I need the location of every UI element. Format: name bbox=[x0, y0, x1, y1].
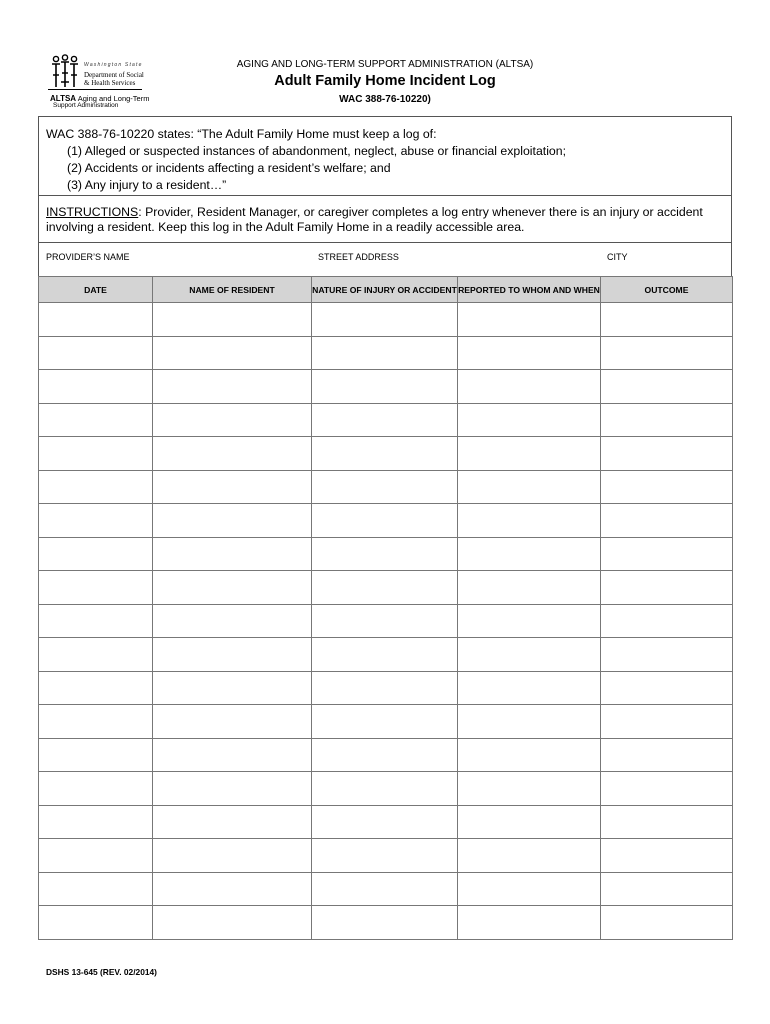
table-row bbox=[39, 604, 733, 638]
table-row bbox=[39, 470, 733, 504]
table-row bbox=[39, 872, 733, 906]
cell-reported-to[interactable] bbox=[458, 571, 601, 605]
cell-nature-of-injury[interactable] bbox=[312, 370, 458, 404]
cell-nature-of-injury[interactable] bbox=[312, 671, 458, 705]
wac-quote-item: (2) Accidents or incidents affecting a resident’s welfare; and bbox=[67, 161, 391, 175]
wac-quote-item: (1) Alleged or suspected instances of abandonment, neglect, abuse or financial exploitation; bbox=[67, 144, 567, 158]
cell-name-of-resident[interactable] bbox=[153, 470, 312, 504]
table-row bbox=[39, 671, 733, 705]
cell-nature-of-injury[interactable] bbox=[312, 772, 458, 806]
table-row bbox=[39, 805, 733, 839]
cell-name-of-resident[interactable] bbox=[153, 604, 312, 638]
column-header-outcome: OUTCOME bbox=[601, 277, 733, 303]
agency-name: AGING AND LONG-TERM SUPPORT ADMINISTRATION (ALTSA) bbox=[236, 59, 534, 70]
cell-reported-to[interactable] bbox=[458, 537, 601, 571]
cell-outcome[interactable] bbox=[601, 772, 733, 806]
wac-quote-item: (3) Any injury to a resident…” bbox=[67, 178, 227, 192]
cell-name-of-resident[interactable] bbox=[153, 504, 312, 538]
cell-nature-of-injury[interactable] bbox=[312, 470, 458, 504]
page-title: Adult Family Home Incident Log bbox=[274, 73, 496, 89]
cell-nature-of-injury[interactable] bbox=[312, 571, 458, 605]
logo-altsa-subtext: Support Administration bbox=[53, 102, 119, 109]
cell-reported-to[interactable] bbox=[458, 604, 601, 638]
cell-date[interactable] bbox=[39, 537, 153, 571]
cell-date[interactable] bbox=[39, 738, 153, 772]
logo-department-text: Department of Social & Health Services bbox=[84, 71, 144, 87]
cell-outcome[interactable] bbox=[601, 839, 733, 873]
cell-nature-of-injury[interactable] bbox=[312, 303, 458, 337]
cell-name-of-resident[interactable] bbox=[153, 805, 312, 839]
cell-date[interactable] bbox=[39, 437, 153, 471]
table-row bbox=[39, 839, 733, 873]
cell-outcome[interactable] bbox=[601, 370, 733, 404]
cell-name-of-resident[interactable] bbox=[153, 571, 312, 605]
cell-name-of-resident[interactable] bbox=[153, 437, 312, 471]
cell-reported-to[interactable] bbox=[458, 772, 601, 806]
cell-outcome[interactable] bbox=[601, 604, 733, 638]
provider-info-row bbox=[38, 242, 732, 276]
street-address-field[interactable]: STREET ADDRESS bbox=[318, 252, 399, 262]
table-row bbox=[39, 403, 733, 437]
cell-outcome[interactable] bbox=[601, 571, 733, 605]
cell-reported-to[interactable] bbox=[458, 671, 601, 705]
column-header-nature-of-injury: NATURE OF INJURY OR ACCIDENT bbox=[312, 277, 458, 303]
table-row bbox=[39, 370, 733, 404]
cell-outcome[interactable] bbox=[601, 738, 733, 772]
cell-nature-of-injury[interactable] bbox=[312, 906, 458, 940]
cell-name-of-resident[interactable] bbox=[153, 671, 312, 705]
cell-reported-to[interactable] bbox=[458, 705, 601, 739]
wac-quote-intro: WAC 388-76-10220 states: “The Adult Family Home must keep a log of: bbox=[46, 127, 437, 141]
cell-nature-of-injury[interactable] bbox=[312, 805, 458, 839]
cell-name-of-resident[interactable] bbox=[153, 839, 312, 873]
cell-reported-to[interactable] bbox=[458, 303, 601, 337]
cell-nature-of-injury[interactable] bbox=[312, 705, 458, 739]
cell-outcome[interactable] bbox=[601, 303, 733, 337]
logo-divider bbox=[48, 89, 142, 90]
cell-nature-of-injury[interactable] bbox=[312, 604, 458, 638]
cell-reported-to[interactable] bbox=[458, 437, 601, 471]
cell-date[interactable] bbox=[39, 671, 153, 705]
cell-outcome[interactable] bbox=[601, 403, 733, 437]
cell-name-of-resident[interactable] bbox=[153, 370, 312, 404]
table-row bbox=[39, 303, 733, 337]
table-row bbox=[39, 738, 733, 772]
cell-date[interactable] bbox=[39, 872, 153, 906]
cell-nature-of-injury[interactable] bbox=[312, 738, 458, 772]
table-row bbox=[39, 537, 733, 571]
providers-name-field[interactable]: PROVIDER’S NAME bbox=[46, 252, 130, 262]
cell-reported-to[interactable] bbox=[458, 738, 601, 772]
cell-outcome[interactable] bbox=[601, 671, 733, 705]
table-row bbox=[39, 504, 733, 538]
cell-reported-to[interactable] bbox=[458, 839, 601, 873]
cell-date[interactable] bbox=[39, 805, 153, 839]
cell-date[interactable] bbox=[39, 336, 153, 370]
incident-log-table bbox=[38, 276, 733, 940]
cell-outcome[interactable] bbox=[601, 537, 733, 571]
table-row bbox=[39, 571, 733, 605]
table-row bbox=[39, 705, 733, 739]
cell-outcome[interactable] bbox=[601, 872, 733, 906]
cell-name-of-resident[interactable] bbox=[153, 537, 312, 571]
column-header-reported-to: REPORTED TO WHOM AND WHEN bbox=[458, 277, 601, 303]
instructions-label: INSTRUCTIONS bbox=[46, 205, 139, 219]
cell-nature-of-injury[interactable] bbox=[312, 437, 458, 471]
table-row bbox=[39, 437, 733, 471]
cell-outcome[interactable] bbox=[601, 437, 733, 471]
cell-name-of-resident[interactable] bbox=[153, 738, 312, 772]
cell-reported-to[interactable] bbox=[458, 370, 601, 404]
cell-name-of-resident[interactable] bbox=[153, 906, 312, 940]
cell-name-of-resident[interactable] bbox=[153, 705, 312, 739]
wac-reference: WAC 388-76-10220) bbox=[339, 94, 431, 105]
cell-outcome[interactable] bbox=[601, 470, 733, 504]
log-table-body bbox=[39, 303, 733, 940]
cell-date[interactable] bbox=[39, 604, 153, 638]
cell-reported-to[interactable] bbox=[458, 470, 601, 504]
cell-reported-to[interactable] bbox=[458, 504, 601, 538]
wac-quote-box bbox=[38, 116, 732, 195]
cell-reported-to[interactable] bbox=[458, 403, 601, 437]
column-header-name-of-resident: NAME OF RESIDENT bbox=[153, 277, 312, 303]
cell-date[interactable] bbox=[39, 403, 153, 437]
cell-outcome[interactable] bbox=[601, 504, 733, 538]
form-number: DSHS 13-645 (REV. 02/2014) bbox=[46, 967, 157, 977]
cell-date[interactable] bbox=[39, 370, 153, 404]
cell-reported-to[interactable] bbox=[458, 638, 601, 672]
cell-name-of-resident[interactable] bbox=[153, 403, 312, 437]
cell-date[interactable] bbox=[39, 906, 153, 940]
table-row bbox=[39, 336, 733, 370]
cell-outcome[interactable] bbox=[601, 906, 733, 940]
cell-outcome[interactable] bbox=[601, 705, 733, 739]
table-row bbox=[39, 906, 733, 940]
cell-date[interactable] bbox=[39, 705, 153, 739]
cell-nature-of-injury[interactable] bbox=[312, 537, 458, 571]
cell-reported-to[interactable] bbox=[458, 906, 601, 940]
cell-date[interactable] bbox=[39, 303, 153, 337]
cell-date[interactable] bbox=[39, 638, 153, 672]
cell-date[interactable] bbox=[39, 571, 153, 605]
cell-name-of-resident[interactable] bbox=[153, 336, 312, 370]
dshs-family-figures-icon bbox=[48, 54, 82, 88]
cell-outcome[interactable] bbox=[601, 805, 733, 839]
cell-nature-of-injury[interactable] bbox=[312, 504, 458, 538]
cell-name-of-resident[interactable] bbox=[153, 772, 312, 806]
logo-state-text: Washington State bbox=[84, 62, 143, 68]
cell-date[interactable] bbox=[39, 504, 153, 538]
cell-date[interactable] bbox=[39, 470, 153, 504]
cell-nature-of-injury[interactable] bbox=[312, 839, 458, 873]
cell-nature-of-injury[interactable] bbox=[312, 872, 458, 906]
logo-altsa-text: ALTSA Aging and Long-Term bbox=[50, 94, 150, 103]
cell-reported-to[interactable] bbox=[458, 805, 601, 839]
table-row bbox=[39, 772, 733, 806]
cell-outcome[interactable] bbox=[601, 638, 733, 672]
cell-name-of-resident[interactable] bbox=[153, 638, 312, 672]
cell-date[interactable] bbox=[39, 772, 153, 806]
table-header-row bbox=[39, 277, 733, 303]
table-row bbox=[39, 638, 733, 672]
cell-outcome[interactable] bbox=[601, 336, 733, 370]
cell-name-of-resident[interactable] bbox=[153, 872, 312, 906]
cell-nature-of-injury[interactable] bbox=[312, 403, 458, 437]
city-field[interactable]: CITY bbox=[607, 252, 628, 262]
instructions-text: : Provider, Resident Manager, or caregiver completes a log entry whenever there is an injury or accident involving a resident. Keep this log in the Adult Family Home in a readily accessible area. bbox=[46, 205, 703, 234]
cell-reported-to[interactable] bbox=[458, 872, 601, 906]
cell-reported-to[interactable] bbox=[458, 336, 601, 370]
cell-nature-of-injury[interactable] bbox=[312, 638, 458, 672]
dshs-logo bbox=[48, 54, 148, 112]
cell-date[interactable] bbox=[39, 839, 153, 873]
column-header-date: DATE bbox=[39, 277, 153, 303]
cell-nature-of-injury[interactable] bbox=[312, 336, 458, 370]
cell-name-of-resident[interactable] bbox=[153, 303, 312, 337]
instructions-box bbox=[38, 195, 732, 242]
